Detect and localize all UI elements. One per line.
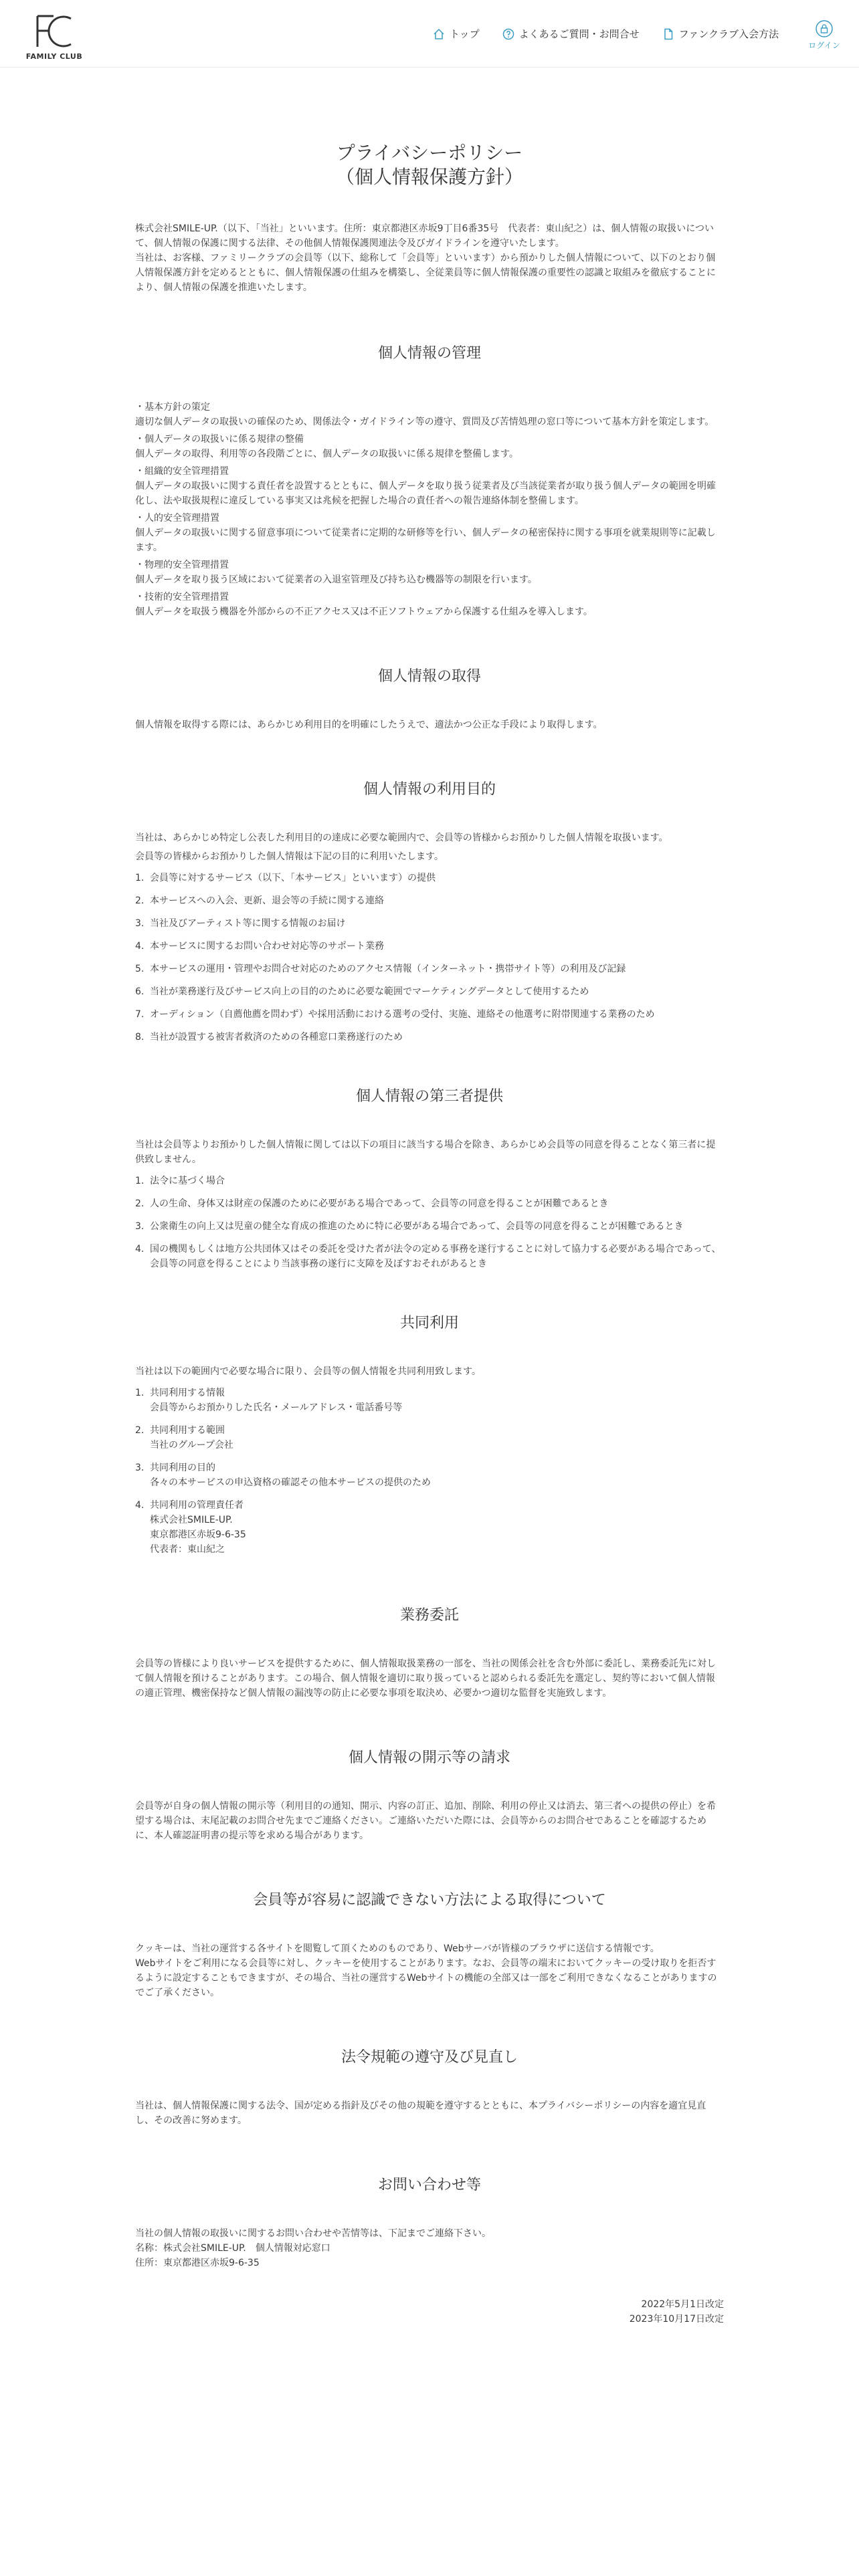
management-item-head: ・個人データの取扱いに係る規律の整備: [135, 434, 304, 445]
cookie-text: Webサイトをご利用になる会員等に対し、クッキーを使用することがあります。なお、会員等の端末においてクッキーの受け取りを拒否するように設定することもできますが、その場合、当社の運営するWebサイトの機能の全部又は一部をご利用できなくなることがありますのでご了承ください。: [135, 1958, 717, 1998]
nav-top-label: トップ: [450, 28, 480, 40]
list-item: 8. 当社が設置する被害者救済のための各種窓口業務遂行のため: [135, 1032, 403, 1043]
intro-paragraph: 株式会社SMILE-UP.（以下、「当社」といいます。住所：東京都港区赤坂9丁目6番35号 代表者：東山紀之）は、個人情報の取扱いについて、個人情報の保護に関する法律、その他個人情報保護関連法令及びガイドラインを遵守いたします。: [135, 223, 714, 249]
management-item: [135, 432, 724, 461]
intro-paragraph: 当社は、お客様、ファミリークラブの会員等（以下、総称して「会員等」といいます）から預かりした個人情報について、以下のとおり個人情報保護方針を定めるとともに、個人情報保護の仕組みを構築し、全従業員等に個人情報保護の重要性の認識と取組みを徹底することにより、個人情報の保護を推進いたします。: [135, 253, 716, 293]
page-title-line2: （個人情報保護方針）: [335, 166, 523, 188]
management-item-head: ・組織的安全管理措置: [135, 466, 229, 477]
management-item-head: ・人的安全管理措置: [135, 513, 219, 524]
section-title-management: 個人情報の管理: [377, 345, 481, 362]
contact-text: 当社の個人情報の取扱いに関するお問い合わせや苦情等は、下記までご連絡下さい。: [135, 2228, 491, 2239]
management-item-head: ・技術的安全管理措置: [135, 592, 229, 603]
section-title-third-party: 個人情報の第三者提供: [355, 1088, 503, 1105]
contact-name: 名称：株式会社SMILE-UP. 個人情報対応窓口: [135, 2243, 330, 2254]
management-item: [135, 590, 724, 619]
login-label: ログイン: [808, 41, 840, 50]
list-item: 4. 本サービスに関するお問い合わせ対応等のサポート業務: [135, 941, 384, 952]
section-title-disclosure: 個人情報の開示等の請求: [348, 1749, 510, 1766]
acquisition-text: 個人情報を取得する際には、あらかじめ利用目的を明確にしたうえで、適法かつ公正な手段により取得します。: [135, 720, 603, 730]
third-party-text: 当社は会員等よりお預かりした個人情報に関しては以下の項目に該当する場合を除き、あらかじめ会員等の同意を得ることなく第三者に提供致しません。: [135, 1140, 716, 1165]
management-item-head: ・物理的安全管理措置: [135, 560, 229, 570]
cookie-text: クッキーは、当社の運営する各サイトを閲覧して頂くためのものであり、Webサーバが皆様のブラウザに送信する情報です。: [135, 1943, 660, 1954]
list-item: 5. 本サービスの運用・管理やお問合せ対応のためのアクセス情報（インターネット・携帯サイト等）の利用及び記録: [135, 964, 626, 974]
management-item: [135, 400, 724, 429]
section-title-outsourcing: 業務委託: [399, 1607, 459, 1624]
third-party-list: [135, 1174, 724, 1271]
management-item-body: 個人データの取扱いに関する留意事項について従業者に定期的な研修等を行い、個人データの秘密保持に関する事項を就業規則等に記載します。: [135, 528, 716, 553]
section-title-compliance: 法令規範の遵守及び見直し: [341, 2049, 518, 2066]
revision-date: 2023年10月17日改定: [629, 2314, 724, 2325]
nav-join-link[interactable]: [662, 27, 779, 41]
purpose-text: 会員等の皆様からお預かりした個人情報は下記の目的に利用いたします。: [135, 851, 444, 862]
list-item: 3. 共同利用の目的 各々の本サービスの申込資格の確認その他本サービスの提供のため: [135, 1463, 431, 1488]
purpose-list: [135, 871, 724, 1045]
nav-top-link[interactable]: [433, 27, 480, 41]
main-nav: [433, 27, 779, 41]
section-title-acquisition: 個人情報の取得: [377, 668, 481, 685]
home-icon: [433, 28, 445, 40]
nav-faq-link[interactable]: [502, 27, 640, 41]
joint-use-list: [135, 1386, 724, 1557]
nav-faq-label: よくあるご質問・お問合せ: [518, 28, 640, 40]
outsourcing-text: 会員等の皆様により良いサービスを提供するために、個人情報取扱業務の一部を、当社の関係会社を含む外部に委託し、業務委託先に対して個人情報を預けることがあります。この場合、個人情報を適切に取り扱っていると認められる委託先を選定し、契約等において個人情報の適正管理、機密保持など個人情報の漏洩等の防止に必要な事項を取決め、必要かつ適切な監督を実施致します。: [135, 1658, 716, 1699]
management-item-head: ・基本方針の策定: [135, 402, 210, 413]
list-item: 6. 当社が業務遂行及びサービス向上の目的のために必要な範囲でマーケティングデータとして使用するため: [135, 986, 589, 997]
privacy-policy-content: [135, 68, 724, 2327]
fc-logo-mark: [33, 12, 75, 51]
list-item: 1. 法令に基づく場合: [135, 1176, 225, 1186]
list-item: 2. 共同利用する範囲 当社のグループ会社: [135, 1425, 233, 1451]
management-list: [135, 400, 724, 619]
contact-address: 住所：東京都港区赤坂9-6-35: [135, 2258, 260, 2268]
question-icon: [502, 28, 514, 40]
section-title-joint-use: 共同利用: [399, 1315, 459, 1331]
list-item: 1. 共同利用する情報 会員等からお預かりした氏名・メールアドレス・電話番号等: [135, 1388, 403, 1413]
section-title-cookie: 会員等が容易に認識できない方法による取得について: [253, 1892, 606, 1909]
management-item: [135, 558, 724, 587]
section-title-contact: お問い合わせ等: [377, 2177, 481, 2193]
management-item: [135, 511, 724, 555]
management-item-body: 個人データの取扱いに関する責任者を設置するとともに、個人データを取り扱う従業者及び当該従業者が取り扱う個人データの範囲を明確化し、法や取扱規程に違反している事実又は兆候を把握した場合の責任者への報告連絡体制を整備します。: [135, 481, 716, 506]
list-item: 4. 共同利用の管理責任者 株式会社SMILE-UP. 東京都港区赤坂9-6-35 代表者：東山紀之: [135, 1500, 246, 1555]
revision-date: 2022年5月1日改定: [641, 2299, 724, 2310]
document-icon: [662, 28, 674, 40]
management-item-body: 個人データを取り扱う区域において従業者の入退室管理及び持ち込む機器等の制限を行います。: [135, 574, 537, 585]
compliance-text: 当社は、個人情報保護に関する法令、国が定める指針及びその他の規範を遵守するとともに、本プライバシーポリシーの内容を適宜見直し、その改善に努めます。: [135, 2101, 706, 2126]
logo[interactable]: [24, 12, 84, 61]
revision-dates: [135, 2297, 724, 2327]
list-item: 2. 本サービスへの入会、更新、退会等の手続に関する連絡: [135, 895, 384, 906]
page-title-line1: プライバシーポリシー: [336, 142, 523, 164]
management-item-body: 個人データの取得、利用等の各段階ごとに、個人データの取扱いに係る規律を整備します。: [135, 449, 518, 459]
intro-text: [135, 221, 724, 295]
purpose-text: 当社は、あらかじめ特定し公表した利用目的の達成に必要な範囲内で、会員等の皆様からお預かりした個人情報を取扱います。: [135, 833, 668, 843]
list-item: 3. 当社及びアーティスト等に関する情報のお届け: [135, 918, 346, 929]
section-title-purpose: 個人情報の利用目的: [363, 781, 496, 798]
nav-join-label: ファンクラブ入会方法: [678, 28, 779, 40]
list-item: 4. 国の機関もしくは地方公共団体又はその委託を受けた者が法令の定める事務を遂行することに対して協力する必要がある場合であって、会員等の同意を得ることにより当該事務の遂行に支障を及ぼすおそれがあるとき: [135, 1244, 721, 1269]
lock-icon: [816, 20, 833, 37]
login-button[interactable]: [808, 20, 840, 51]
logo-text: FAMILY CLUB: [25, 52, 83, 61]
page-title: [135, 141, 724, 189]
joint-use-text: 当社は以下の範囲内で必要な場合に限り、会員等の個人情報を共同利用致します。: [135, 1366, 481, 1377]
list-item: 1. 会員等に対するサービス（以下、「本サービス」といいます）の提供: [135, 873, 436, 883]
management-item-body: 適切な個人データの取扱いの確保のため、関係法令・ガイドライン等の遵守、質問及び苦情処理の窓口等について基本方針を策定します。: [135, 417, 714, 427]
list-item: 2. 人の生命、身体又は財産の保護のために必要がある場合であって、会員等の同意を得ることが困難であるとき: [135, 1198, 609, 1209]
disclosure-text: 会員等が自身の個人情報の開示等（利用目的の通知、開示、内容の訂正、追加、削除、利用の停止又は消去、第三者への提供の停止）を希望する場合は、末尾記載のお問合せ先までご連絡ください。ご連絡いただいた際には、会員等からのお問合せであることを確認するために、本人確認証明書の提示等を求める場合があります。: [135, 1801, 716, 1841]
list-item: 7. オーディション（自薦他薦を問わず）や採用活動における選考の受付、実施、連絡その他選考に附帯関連する業務のため: [135, 1009, 655, 1020]
site-header: [0, 0, 859, 68]
management-item: [135, 464, 724, 508]
list-item: 3. 公衆衛生の向上又は児童の健全な育成の推進のために特に必要がある場合であって、会員等の同意を得ることが困難であるとき: [135, 1221, 684, 1232]
management-item-body: 個人データを取扱う機器を外部からの不正アクセス又は不正ソフトウェアから保護する仕組みを導入します。: [135, 607, 593, 617]
